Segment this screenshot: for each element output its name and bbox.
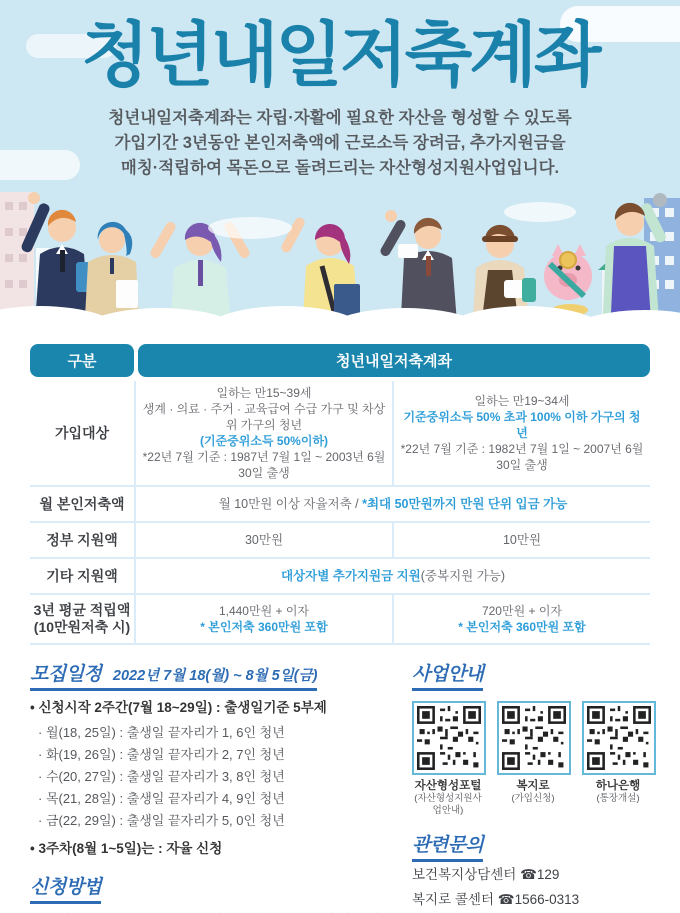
total-label: 3년 평균 적립액 (10만원저축 시) (30, 595, 136, 643)
schedule-day: · 금(22, 29일) : 출생일 끝자리가 5, 0인 청년 (38, 813, 285, 828)
guide-heading-row (412, 659, 483, 691)
apply-heading: 신청방법 (30, 877, 102, 898)
contact-line: 복지로 콜센터 ☎1566-0313 (412, 892, 580, 907)
subtitle-line: 가입기간 3년동안 본인저축액에 근로소득 장려금, 추가지원금을 (114, 134, 566, 153)
table-header-row (30, 344, 650, 377)
schedule-day: · 수(20, 27일) : 출생일 끝자리가 3, 8인 청년 (38, 769, 285, 784)
total-left-cell: 1,440만원 + 이자 * 본인저축 360만원 포함 (200, 604, 328, 634)
schedule-bullet: • 신청시작 2주간(7월 18~29일) : 출생일기준 5부제 (30, 700, 327, 715)
program-table (30, 344, 650, 645)
gov-support-left-cell: 30만원 (244, 533, 284, 547)
eligibility-right-cell: 일하는 만19~34세 기준중위소득 50% 초과 100% 이하 가구의 청년 *22년 7월 기준 : 1982년 7월 1일 ~ 2007년 6월 30일 출생 (392, 381, 650, 485)
total-right-cell: 720만원 + 이자 * 본인저축 360만원 포함 (392, 595, 650, 643)
schedule-heading-row (30, 659, 317, 691)
schedule-day: · 화(19, 26일) : 출생일 끝자리가 2, 7인 청년 (38, 747, 285, 762)
monthly-saving-cell: 월 10만원 이상 자율저축 / *최대 50만원까지 만원 단위 입금 가능 (218, 497, 568, 511)
table-header-program: 청년내일저축계좌 (138, 344, 650, 377)
gov-support-right-cell: 10만원 (392, 523, 650, 557)
qr-item-bokjiro: 복지로 (가입신청) (497, 701, 569, 817)
table-row-eligibility: 가입대상 일하는 만15~39세 생계 · 의료 · 주거 · 교육급여 수급 가구 및 차상위 가구의 청년 (기준중위소득 50%이하) *22년 7월 기준 : 1987년 7월 1일 ~ 2003년 6월 30일 출생 일하는 만19~34세 기준중위소득 50% 초과 100% 이하 가구의 청년 *22년 7월 기준 : 1982년 7월 1일 ~ 2007년 6월 30일 출생 (30, 381, 650, 487)
table-row-other-support: 기타 지원액 대상자별 추가지원금 지원(중복지원 가능) (30, 559, 650, 595)
subtitle-line: 매칭·적립하여 목돈으로 돌려드리는 자산형성지원사업입니다. (120, 159, 560, 178)
schedule-period: 2022년 7월 18(월) ~ 8월 5일(금) (112, 668, 318, 684)
qr-item-hana-bank: 하나은행 (통장개설) (582, 701, 654, 817)
hero-section (0, 0, 680, 336)
phone-number: ☎129 (520, 867, 560, 882)
phone-number: ☎1566-0313 (497, 892, 580, 907)
qr-code-row (412, 701, 654, 817)
table-header-category: 구분 (30, 344, 134, 377)
table-row-gov-support: 정부 지원액 30만원 10만원 (30, 523, 650, 559)
contact-heading-row (412, 830, 483, 862)
eligibility-left-cell: 일하는 만15~39세 생계 · 의료 · 주거 · 교육급여 수급 가구 및 차상위 가구의 청년 (기준중위소득 50%이하) *22년 7월 기준 : 1987년 7월 1일 ~ 2003년 6월 30일 출생 (142, 386, 386, 480)
subtitle-line: 청년내일저축계좌는 자립·자활에 필요한 자산을 형성할 수 있도록 (108, 109, 572, 128)
contact-line: 보건복지상담센터 ☎129 (412, 867, 560, 882)
qr-code (497, 701, 571, 775)
qr-code (582, 701, 656, 775)
people-illustration (0, 184, 680, 336)
qr-item-asset-portal: 자산형성포털 (자산형성지원사업안내) (412, 701, 484, 817)
apply-heading-row (30, 872, 101, 904)
schedule-heading: 모집일정 (30, 664, 102, 685)
page-title: 청년내일저축계좌 (81, 16, 599, 94)
other-support-cell: 대상자별 추가지원금 지원(중복지원 가능) (280, 569, 506, 583)
table-row-total (30, 595, 650, 645)
page-subtitle (0, 106, 680, 181)
qr-code (412, 701, 486, 775)
guide-heading: 사업안내 (412, 664, 484, 685)
schedule-day: · 목(21, 28일) : 출생일 끝자리가 4, 9인 청년 (38, 791, 285, 806)
schedule-bullet: • 3주차(8월 1~5일)는 : 자율 신청 (30, 841, 223, 856)
table-row-monthly-saving: 월 본인저축액 월 10만원 이상 자율저축 / *최대 50만원까지 만원 단위 입금 가능 (30, 487, 650, 523)
contact-heading: 관련문의 (412, 835, 484, 856)
schedule-day: · 월(18, 25일) : 출생일 끝자리가 1, 6인 청년 (38, 725, 285, 740)
